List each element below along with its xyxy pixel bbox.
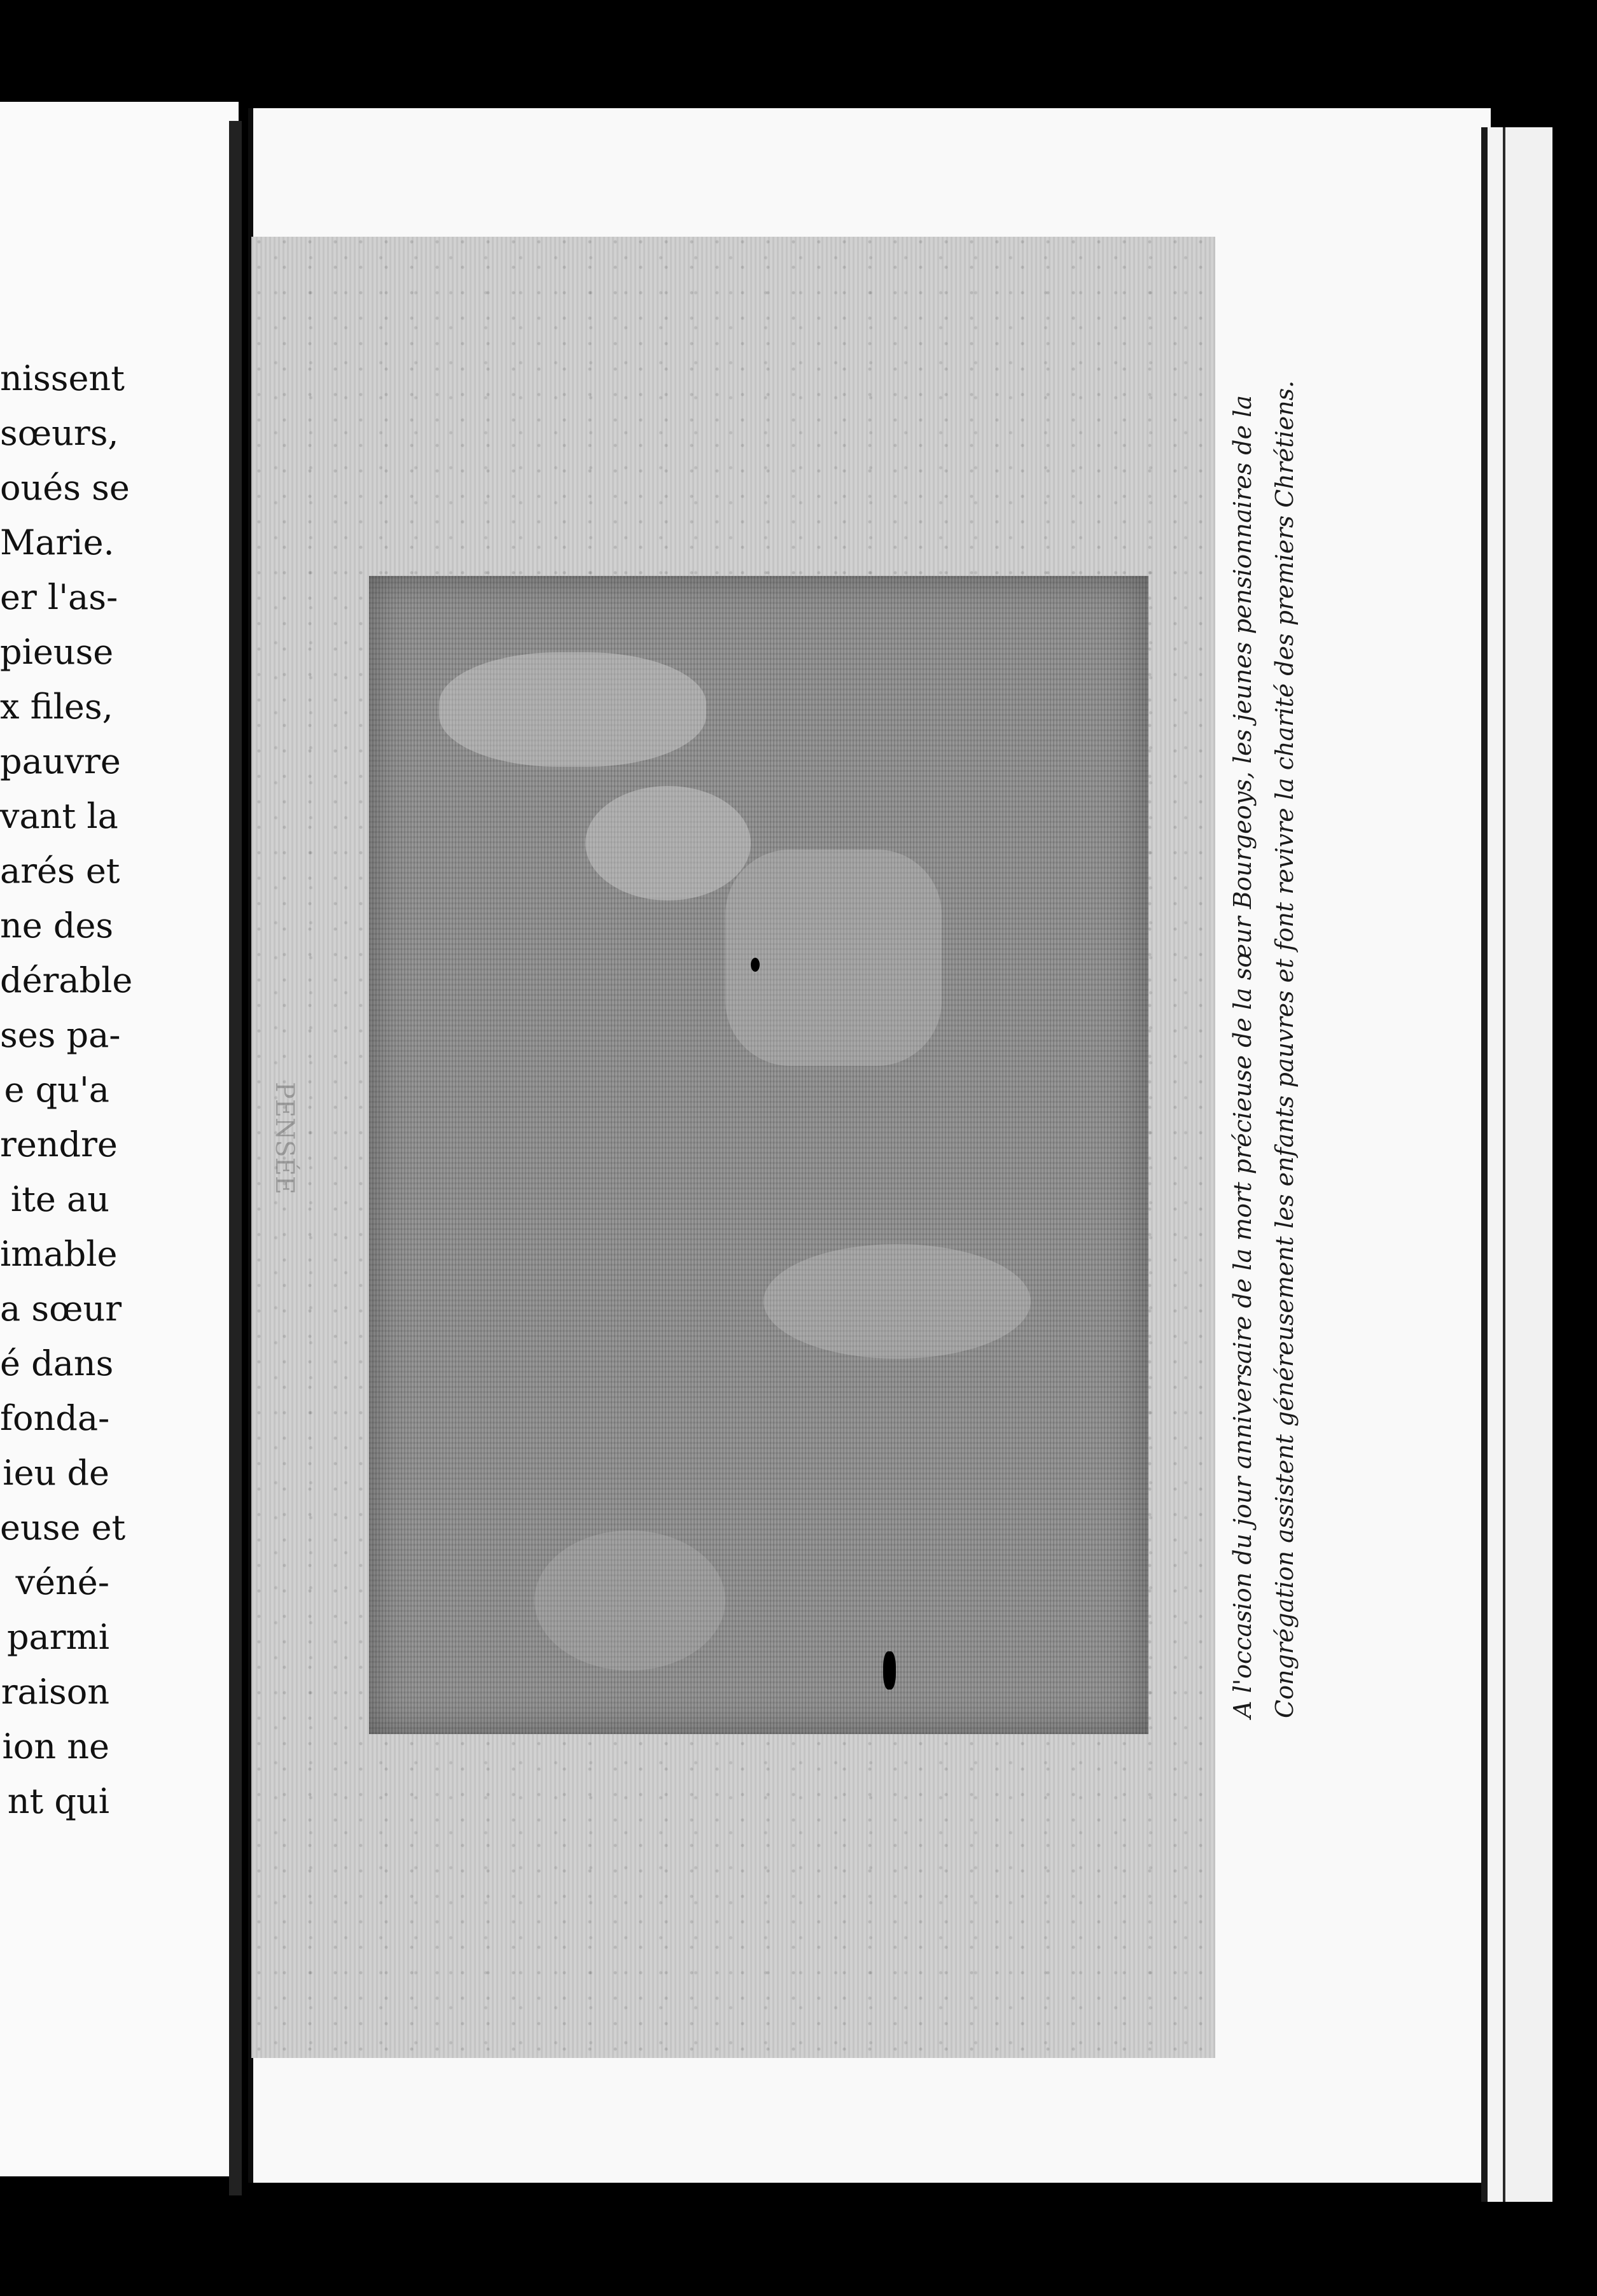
text-line: sœurs, [0, 413, 119, 453]
caption-line-2: Congrégation assistent généreusement les enfants pauvres et font revivre la charité des premiers Chrétiens. [1271, 380, 1299, 1718]
engraving-figure [439, 652, 706, 767]
engraving-figure [585, 786, 751, 900]
engraving-figure [764, 1244, 1031, 1359]
engraving-figure [534, 1530, 725, 1670]
text-line: é dans [0, 1343, 114, 1383]
left-page-text [0, 351, 133, 1829]
text-line: rendre [0, 1124, 118, 1165]
text-line: fonda- [0, 1398, 110, 1438]
text-line: ite au [10, 1179, 109, 1219]
caption-line-1: A l'occasion du jour anniversaire de la mort précieuse de la sœur Bourgeoys, les jeunes pensionnaires de la [1229, 395, 1257, 1718]
text-line: pauvre [0, 741, 121, 781]
text-line: ion ne [2, 1726, 109, 1767]
text-line: ne des [0, 906, 114, 946]
gutter-shadow [229, 121, 242, 2195]
text-line: a sœur [0, 1289, 122, 1329]
text-line: imable [0, 1234, 118, 1274]
text-line: raison [1, 1672, 109, 1712]
text-line: pieuse [0, 632, 114, 672]
text-line: vant la [0, 796, 118, 836]
ink-speck [751, 958, 760, 972]
left-page [0, 102, 239, 2176]
engraving-illustration [369, 576, 1148, 1734]
engraving-figure [725, 850, 942, 1066]
plate-caption [1222, 380, 1306, 1718]
text-line: arés et [0, 851, 120, 891]
page-edges [1481, 127, 1552, 2202]
text-line: e qu'a [4, 1070, 109, 1110]
text-line: ses pa- [0, 1015, 121, 1055]
text-line: nt qui [7, 1781, 109, 1821]
text-line: véné- [15, 1562, 109, 1602]
text-line: x files, [0, 687, 113, 727]
text-line: parmi [6, 1617, 109, 1657]
text-line: euse et [0, 1508, 126, 1548]
text-line: er l'as- [0, 577, 118, 617]
ink-speck [883, 1651, 896, 1690]
text-line: dérable [0, 960, 133, 1000]
text-line: nissent [0, 358, 125, 398]
text-line: Marie. [0, 522, 115, 563]
engraver-signature: PENSÉE [270, 1082, 299, 1194]
text-line: ieu de [3, 1453, 109, 1493]
text-line: oués se [0, 468, 130, 508]
